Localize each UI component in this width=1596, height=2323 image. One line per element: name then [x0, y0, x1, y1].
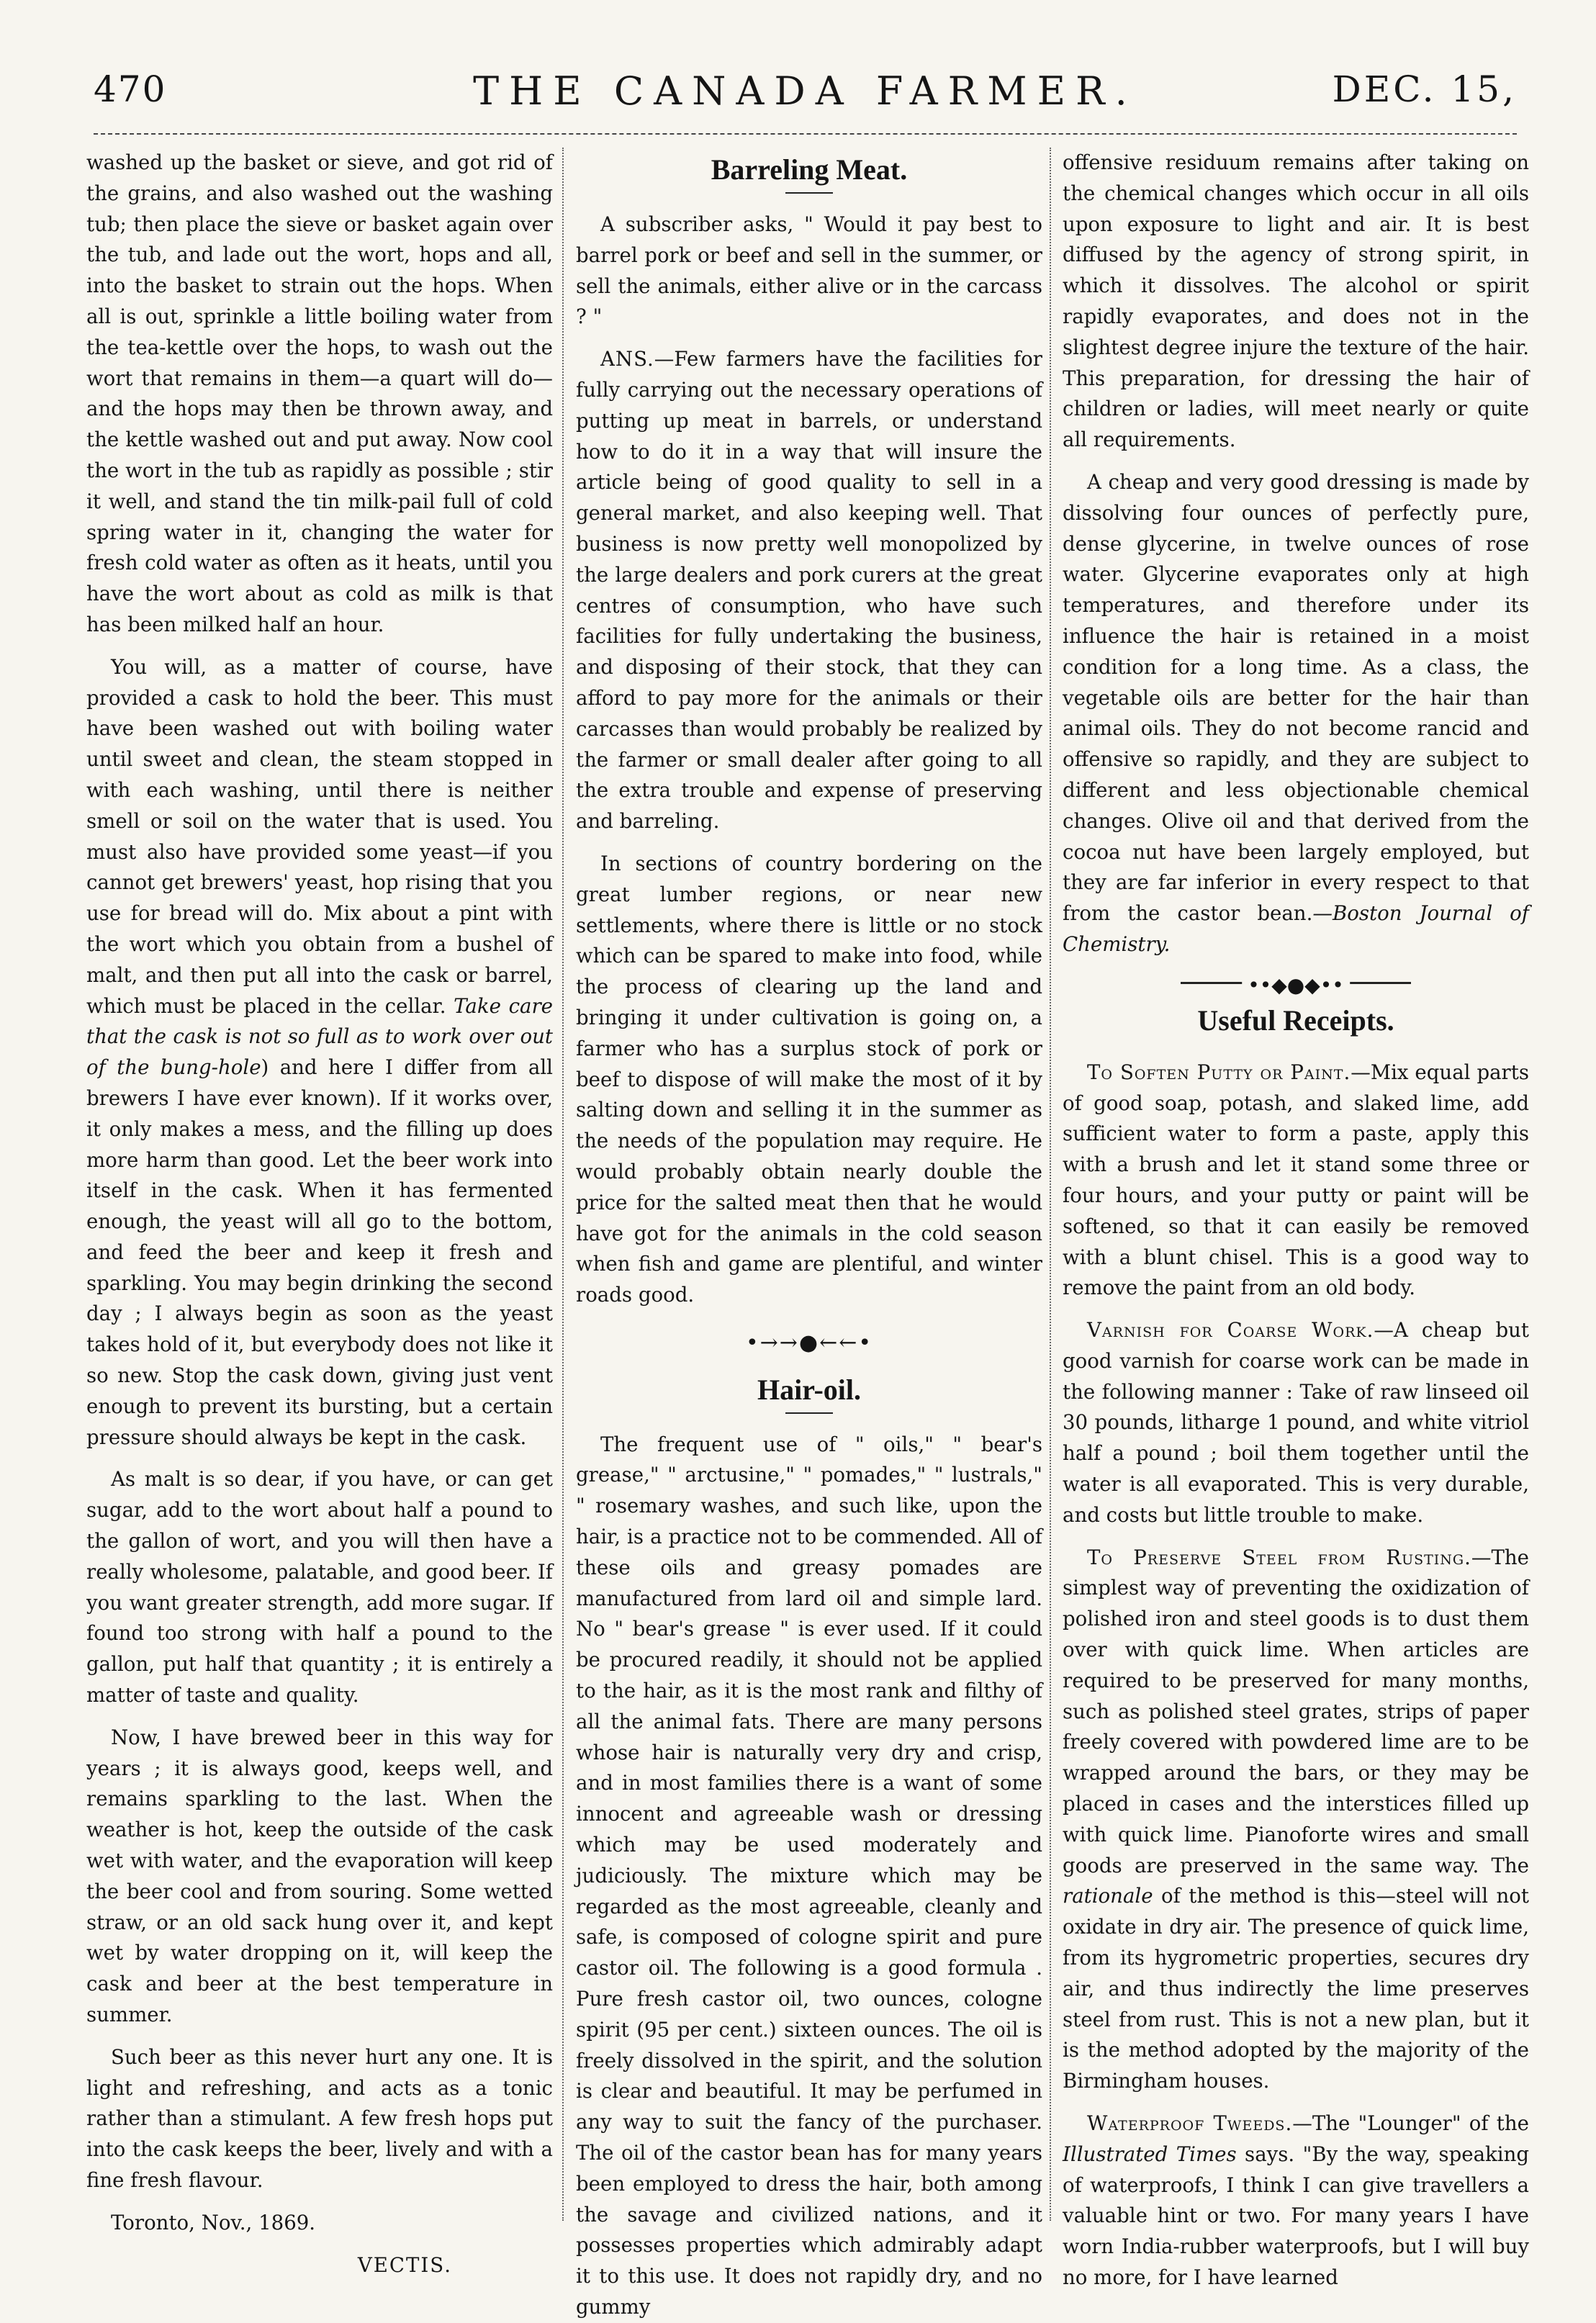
text-run: You will, as a matter of course, have provided a cask to hold the beer. This must have been washed out with boiling water until sweet and clean, the steam stopped in with each washing, until there is neither smell or soil on the water that is used. You must also have provided some yeast—if you cannot get brewers' yeast, hop rising that you use for bread will do. Mix about a pint with the wort which you obtain from a bushel of malt, and then put all into the cask or barrel, which must be placed in the cellar.	[86, 654, 553, 1018]
column-3	[1063, 148, 1530, 2289]
title-rule	[785, 192, 833, 194]
beer-paragraph: washed up the basket or sieve, and got rid of the grains, and also washed out the washing tub; then place the sieve or basket again over the tub, and lade out the wort, hops and all, into the basket to strain out the hops. When all is out, sprinkle a little boiling water from the tea-kettle over the hops, to wash out the wort that remains in them—a quart will do—and the hops may then be thrown away, and the kettle washed out and put away. Now cool the wort in the tub as rapidly as possible ; stir it well, and stand the tin milk-pail full of cold spring water in it, changing the water for fresh cold water as often as it heats, until you have the wort about as cold as milk is that has been milked half an hour.	[86, 150, 553, 636]
ornament-glyph: ••◆●◆••	[1242, 970, 1350, 1001]
article-paragraph: offensive residuum remains after taking on the chemical changes which occur in all oils upon exposure to light and air. It is best diffused by the agency of strong spirit, in which it dissolves. The alcohol or spirit rapidly evaporates, and does not in the slightest degree injure the texture of the hair. This preparation, for dressing the hair of children or ladies, will meet nearly or quite all requirements.	[1063, 150, 1529, 452]
text-run: —The "Lounger" of the	[1292, 2111, 1529, 2136]
section-ornament	[1181, 973, 1411, 997]
question-paragraph: A subscriber asks, " Would it pay best to barrel pork or beef and sell in the summer, or sell the animals, either alive or in the carcass ? "	[576, 212, 1042, 329]
receipt-label: Waterproof Tweeds.	[1087, 2111, 1293, 2136]
title-rule	[785, 1412, 833, 1414]
answer-paragraph	[576, 344, 1042, 837]
receipt-paragraph	[1063, 1543, 1529, 2097]
receipt-paragraph	[1063, 1315, 1529, 1531]
text-run: —A cheap but good varnish for coarse work can be made in the following manner : Take of raw linseed oil 30 pounds, litharge 1 pound, and white vitriol half a pound ; boil them together until the water is all evaporated. This is very durable, and costs but little trouble to make.	[1063, 1318, 1529, 1527]
article-paragraph: In sections of country bordering on the great lumber regions, or near new settlements, where there is little or no stock which can be spared to make into food, while the process of clearing up the land and bringing it under cultivation is going on, a farmer who has a surplus stock of pork or beef to dispose of will make the most of it by salting down and selling it in the summer as the needs of the population may require. He would probably obtain nearly double the price for the salted meat then that he would have got for the animals in the cold season when fish and game are plentiful, and winter roads good.	[576, 851, 1042, 1307]
text-run: says. "By the way, speaking of waterproofs, I think I can give travellers a valuable hint or two. For many years I have worn India-rubber waterproofs, but I will buy no more, for I have learned	[1063, 2142, 1530, 2289]
receipt-label: To Preserve Steel from Rusting.	[1087, 1545, 1471, 1569]
receipt-paragraph	[1063, 1057, 1529, 1304]
answer-label: ANS.	[600, 347, 654, 371]
receipt-label: Varnish for Coarse Work.	[1087, 1318, 1374, 1343]
beer-paragraph: As malt is so dear, if you have, or can get sugar, add to the wort about half a pound to the gallon of wort, and you will then have a really wholesome, palatable, and good beer. If you want greater strength, add more sugar. If found too strong with half a pound to the gallon, put half that quantity ; it is entirely a matter of taste and quality.	[86, 1467, 553, 1708]
dateline: Toronto, Nov., 1869.	[111, 2210, 316, 2234]
receipt-paragraph	[1063, 2108, 1529, 2293]
emphasis: rationale	[1063, 1884, 1153, 1908]
article-paragraph	[1063, 467, 1529, 960]
text-run: —Few farmers have the facilities for fully carrying out the necessary operations of putting up meat in barrels, or understand how to do it in a way that will insure the article being of good quality to sell in a general market, and also keeping well. That business is now pretty well monopolized by the large dealers and pork curers at the great centres of consumption, who have such facilities for fully undertaking the business, and disposing of their stock, that they can afford to pay more for the animals or their carcasses than would probably be realized by the farmer or small dealer after going to all the extra trouble and expense of preserving and barreling.	[576, 347, 1042, 834]
text-run: A cheap and very good dressing is made by dissolving four ounces of perfectly pure, dense glycerine, in twelve ounces of rose water. Glycerine evaporates only at high temperatures, and therefore under its influence the hair is retained in a moist condition for a long time. As a class, the vegetable oils are better for the hair than animal oils. They do not become rancid and offensive so rapidly, and they are subject to different and less objectionable chemical changes. Olive oil and that derived from the cocoa nut have been largely employed, but they are far inferior in every respect to that from the castor bean.	[1063, 469, 1529, 926]
beer-paragraph: Such beer as this never hurt any one. It is light and refreshing, and acts as a tonic rather than a stimulant. A few fresh hops put into the cask keeps the beer, lively and with a fine fresh flavour.	[86, 2044, 553, 2192]
text-run: —The simplest way of preventing the oxidization of polished iron and steel goods is to dust them over with quick lime. When articles are required to be preserved for many months, such as polished steel grates, strips of paper freely covered with powdered lime are to be wrapped around the bars, or they may be placed in cases and the interstices filled up with quick lime. Pianoforte wires and small goods are preserved in the same way. The	[1063, 1545, 1529, 1877]
text-run: —Mix equal parts of good soap, potash, and slaked lime, add sufficient water to form a paste, apply this with a brush and let it stand some three or four hours, and your putty or paint will be softened, so that it can easily be removed with a blunt chisel. This is a good way to remove the paint from an old body.	[1063, 1060, 1529, 1300]
column-1	[86, 148, 553, 2277]
issue-date: DEC. 15,	[1332, 68, 1517, 110]
text-run: ) and here I differ from all brewers I have ever known). If it works over, it only makes a mess, and the filling up does more harm than good. Let the beer work into itself in the cask. When it has fermented enough, the yeast will all go to the bottom, and feed the beer and keep it fresh and sparkling. You may begin drinking the second day ; I always begin as soon as the yeast takes hold of it, but everybody does not like it so new. Stop the cask down, giving just vent enough to prevent its bursting, but a certain pressure should always be kept in the cask.	[86, 1055, 553, 1449]
header-rule	[94, 133, 1517, 135]
article-paragraph: The frequent use of " oils," " bear's grease," " arctusine," " pomades," " lustrals," " rosemary washes, and such like, upon the hair, is a practice not to be commended. All of these oils and greasy pomades are manufactured from lard oil and simple lard. No " bear's grease " is ever used. If it could be procured readily, it should not be applied to the hair, as it is the most rank and filthy of all the animal fats. There are many persons whose hair is naturally very dry and crisp, and in most families there is a want of some innocent and agreeable wash or dressing which may be used moderately and judiciously. The mixture which may be regarded as the most agreeable, cleanly and safe, is composed of cologne spirit and pure castor oil. The following is a good formula . Pure fresh castor oil, two ounces, cologne spirit (95 per cent.) sixteen ounces. The oil is freely dissolved in the spirit, and the solution is clear and beautiful. It may be perfumed in any way to suit the fancy of the purchaser. The oil of the castor bean has for many years been employed to dress the hair, both among the savage and civilized nations, and it possesses properties which admirably adapt it to this use. It does not rapidly dry, and no gummy	[576, 1432, 1042, 2319]
receipt-label: To Soften Putty or Paint.	[1087, 1060, 1351, 1084]
author-signature: VECTIS.	[357, 2252, 452, 2277]
column-divider	[1050, 148, 1051, 2221]
page-number: 470	[94, 68, 167, 110]
text-run: of the method is this—steel will not oxidate in dry air. The presence of quick lime, from its hygrometric properties, secures dry air, and thus indirectly the lime preserves steel from rust. This is not a new plan, but it is the method adopted by the majority of the Birmingham houses.	[1063, 1884, 1529, 2093]
page-header	[94, 68, 1517, 133]
source-credit: —Boston Journal of Chemistry.	[1063, 901, 1530, 956]
emphasis: Take care that the cask is not so full as to work over out of the bung-hole	[86, 993, 553, 1080]
column-2	[576, 148, 1042, 2319]
beer-paragraph: Now, I have brewed beer in this way for years ; it is always good, keeps well, and remains sparkling to the last. When the weather is hot, keep the outside of the cask wet with water, and the evaporation will keep the beer cool and from souring. Some wetted straw, or an old sack hung over it, and kept wet by water dropping on it, will keep the cask and beer at the best temperature in summer.	[86, 1725, 553, 2027]
article-title: Hair-oil.	[757, 1373, 862, 1406]
section-ornament: •→→●←←•	[745, 1330, 873, 1356]
beer-paragraph	[86, 652, 553, 1453]
article-title: Barreling Meat.	[711, 153, 908, 186]
emphasis: Illustrated Times	[1063, 2142, 1237, 2166]
masthead-title: THE CANADA FARMER.	[473, 68, 1137, 114]
article-title: Useful Receipts.	[1197, 1003, 1394, 1037]
column-divider	[562, 148, 564, 2221]
